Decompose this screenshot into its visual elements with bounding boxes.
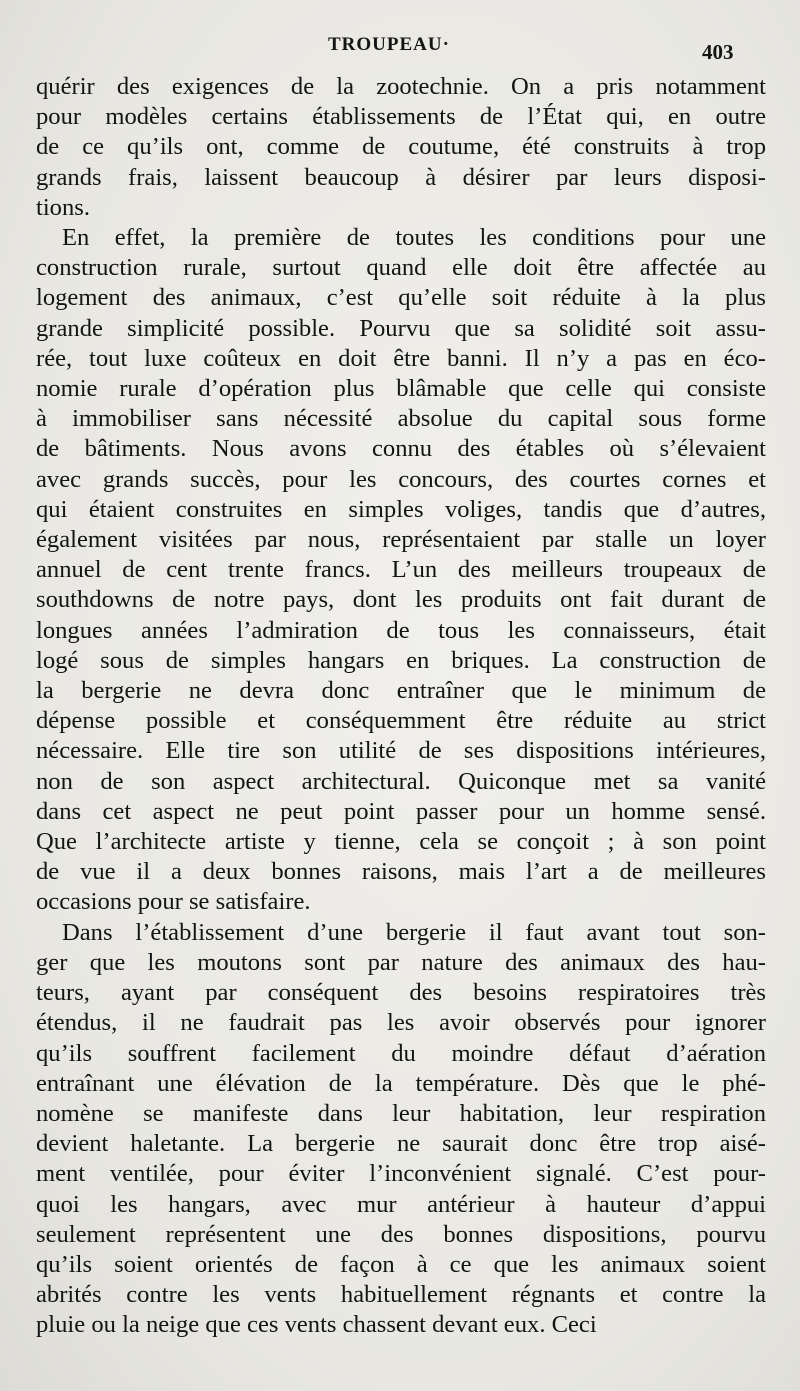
text-line: la bergerie ne devra donc entraîner que le minimum de (36, 677, 766, 705)
text-line: dans cet aspect ne peut point passer pour un homme sensé. (36, 797, 766, 825)
page-number: 403 (702, 40, 734, 64)
text-line: ger que les moutons sont par nature des animaux des hau- (36, 948, 766, 976)
text-line: de bâtiments. Nous avons connu des étables où s’élevaient (36, 435, 766, 463)
text-line: Dans l’établissement d’une bergerie il faut avant tout son- (62, 918, 766, 946)
text-line: nomie rurale d’opération plus blâmable que celle qui consiste (36, 375, 766, 403)
paragraph (36, 72, 766, 223)
text-line: southdowns de notre pays, dont les produits ont fait durant de (36, 586, 766, 614)
page-header (0, 30, 800, 62)
text-line: logement des animaux, c’est qu’elle soit réduite à la plus (36, 284, 766, 312)
text-line: également visitées par nous, représentaient par stalle un loyer (36, 526, 766, 554)
text-line: annuel de cent trente francs. L’un des meilleurs troupeaux de (36, 556, 766, 584)
text-line: Que l’architecte artiste y tienne, cela se conçoit ; à son point (36, 828, 766, 856)
paragraph (36, 223, 766, 918)
text-line: entraînant une élévation de la température. Dès que le phé- (36, 1069, 766, 1097)
text-line: qu’ils souffrent facilement du moindre défaut d’aération (36, 1039, 766, 1067)
text-line: pour modèles certains établissements de l’État qui, en outre (36, 103, 766, 131)
text-line: de vue il a deux bonnes raisons, mais l’art a de meilleures (36, 858, 766, 886)
text-line: occasions pour se satisfaire. (36, 888, 311, 916)
text-line: En effet, la première de toutes les conditions pour une (62, 224, 766, 252)
text-line: qui étaient construites en simples voliges, tandis que d’autres, (36, 495, 766, 523)
text-line: non de son aspect architectural. Quiconque met sa vanité (36, 767, 766, 795)
text-line: étendus, il ne faudrait pas les avoir observés pour ignorer (36, 1009, 766, 1037)
running-head: TROUPEAU· (328, 34, 450, 55)
text-line: pluie ou la neige que ces vents chassent devant eux. Ceci (36, 1311, 597, 1339)
text-line: de ce qu’ils ont, comme de coutume, été construits à trop (36, 133, 766, 161)
text-line: grande simplicité possible. Pourvu que sa solidité soit assu- (36, 314, 766, 342)
text-line: grands frais, laissent beaucoup à désirer par leurs disposi- (36, 163, 766, 191)
text-line: seulement représentent une des bonnes dispositions, pourvu (36, 1220, 766, 1248)
text-line: construction rurale, surtout quand elle doit être affectée au (36, 254, 766, 282)
text-line: logé sous de simples hangars en briques. La construction de (36, 646, 766, 674)
text-line: dépense possible et conséquemment être réduite au strict (36, 707, 766, 735)
text-line: qu’ils soient orientés de façon à ce que les animaux soient (36, 1250, 766, 1278)
text-line: quoi les hangars, avec mur antérieur à hauteur d’appui (36, 1190, 766, 1218)
text-line: rée, tout luxe coûteux en doit être banni. Il n’y a pas en éco- (36, 344, 766, 372)
text-line: nécessaire. Elle tire son utilité de ses dispositions intérieures, (36, 737, 766, 765)
text-line: ment ventilée, pour éviter l’inconvénient signalé. C’est pour- (36, 1160, 766, 1188)
paragraph (36, 918, 766, 1341)
text-line: quérir des exigences de la zootechnie. On a pris notamment (36, 73, 766, 100)
text-line: tions. (36, 193, 90, 221)
body-text (36, 72, 766, 1341)
text-line: à immobiliser sans nécessité absolue du capital sous forme (36, 405, 766, 433)
text-line: avec grands succès, pour les concours, des courtes cornes et (36, 465, 766, 493)
text-line: longues années l’admiration de tous les connaisseurs, était (36, 616, 766, 644)
text-line: nomène se manifeste dans leur habitation, leur respiration (36, 1099, 766, 1127)
text-line: devient haletante. La bergerie ne saurait donc être trop aisé- (36, 1130, 766, 1158)
text-line: abrités contre les vents habituellement régnants et contre la (36, 1281, 766, 1309)
text-line: teurs, ayant par conséquent des besoins respiratoires très (36, 979, 766, 1007)
